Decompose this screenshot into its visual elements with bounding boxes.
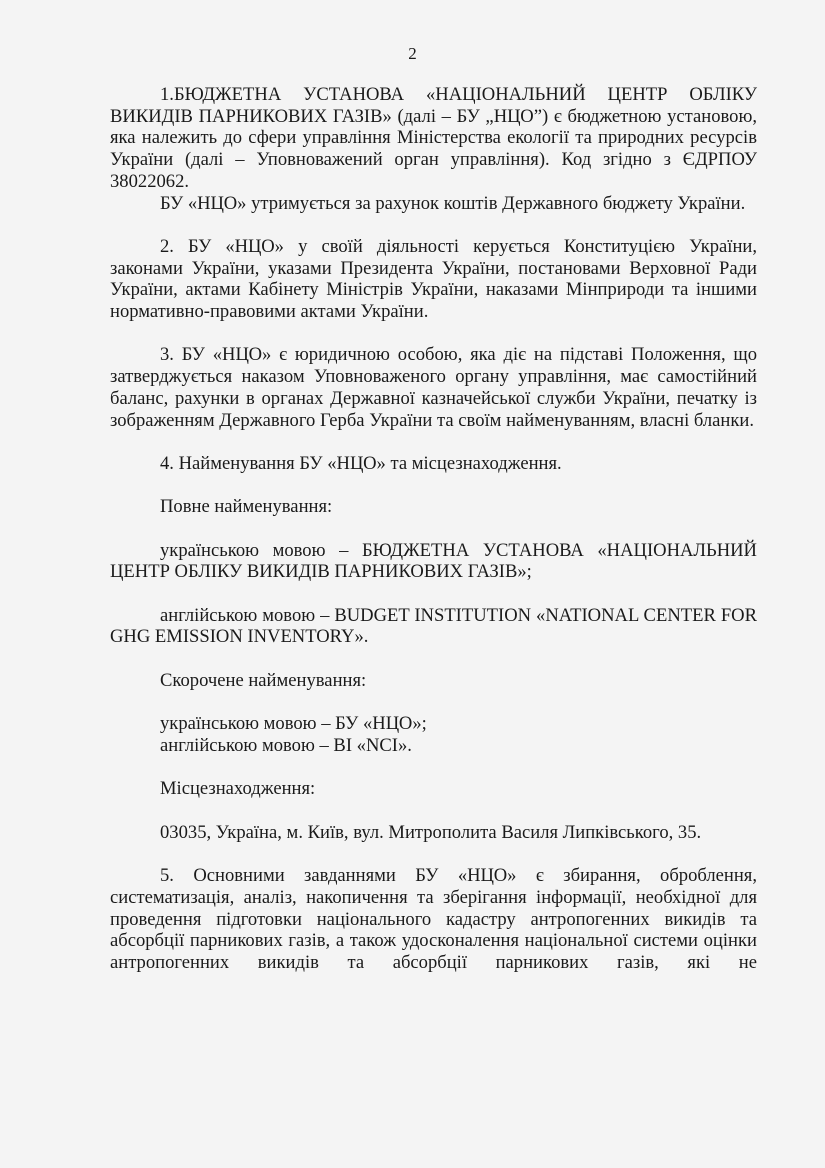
location-label: Місцезнаходження:	[160, 778, 316, 800]
section-3-paragraph: 3. БУ «НЦО» є юридичною особою, яка діє на підставі Положення, що затверджується наказом Уповноваженого органу управління, має самостійний баланс, рахунки в органах Державної казначейської служби України, печатку із зображенням Державного Герба України та своїм найменуванням, власні бланки.	[110, 344, 757, 431]
section-1-funding-paragraph: БУ «НЦО» утримується за рахунок коштів Державного бюджету України.	[160, 192, 746, 214]
spacer	[110, 648, 757, 670]
spacer	[110, 518, 757, 540]
section-5-paragraph: 5. Основними завданнями БУ «НЦО» є збирання, оброблення, систематизація, аналіз, накопичення та зберігання інформації, необхідної для проведення підготовки національного кадастру антропогенних викидів та абсорбції парникових газів, а також удосконалення національної системи оцінки антропогенних викидів та абсорбції парникових газів, які не	[110, 865, 757, 973]
spacer	[110, 583, 757, 605]
short-name-english: англійською мовою – BI «NCI».	[160, 734, 412, 756]
address: 03035, Україна, м. Київ, вул. Митрополита Василя Липківського, 35.	[160, 821, 702, 843]
short-name-label: Скорочене найменування:	[160, 669, 367, 691]
section-1-paragraph: 1.БЮДЖЕТНА УСТАНОВА «НАЦІОНАЛЬНИЙ ЦЕНТР ОБЛІКУ ВИКИДІВ ПАРНИКОВИХ ГАЗІВ» (далі – БУ „НЦО”) є бюджетною установою, яка належить до сфери управління Міністерства екології та природних ресурсів України (далі – Уповноважений орган управління). Код згідно з ЄДРПОУ 38022062.	[110, 84, 757, 192]
spacer	[110, 323, 757, 345]
document-body	[110, 84, 757, 974]
spacer	[110, 757, 757, 779]
full-name-english: англійською мовою – BUDGET INSTITUTION «NATIONAL CENTER FOR GHG EMISSION INVENTORY».	[110, 604, 757, 648]
full-name-ukrainian: українською мовою – БЮДЖЕТНА УСТАНОВА «НАЦІОНАЛЬНИЙ ЦЕНТР ОБЛІКУ ВИКИДІВ ПАРНИКОВИХ ГАЗІВ»;	[110, 539, 757, 583]
spacer	[110, 843, 757, 865]
spacer	[110, 475, 757, 497]
page-number: 2	[408, 44, 417, 63]
spacer	[110, 431, 757, 453]
section-4-heading: 4. Найменування БУ «НЦО» та місцезнаходження.	[160, 452, 562, 474]
spacer	[110, 692, 757, 714]
short-name-ukrainian: українською мовою – БУ «НЦО»;	[160, 713, 427, 735]
spacer	[110, 800, 757, 822]
full-name-label: Повне найменування:	[160, 496, 333, 518]
spacer	[110, 214, 757, 236]
section-2-paragraph: 2. БУ «НЦО» у своїй діяльності керується Конституцією України, законами України, указами Президента України, постановами Верховної Ради України, актами Кабінету Міністрів України, наказами Мінприроди та іншими нормативно-правовими актами України.	[110, 235, 757, 323]
